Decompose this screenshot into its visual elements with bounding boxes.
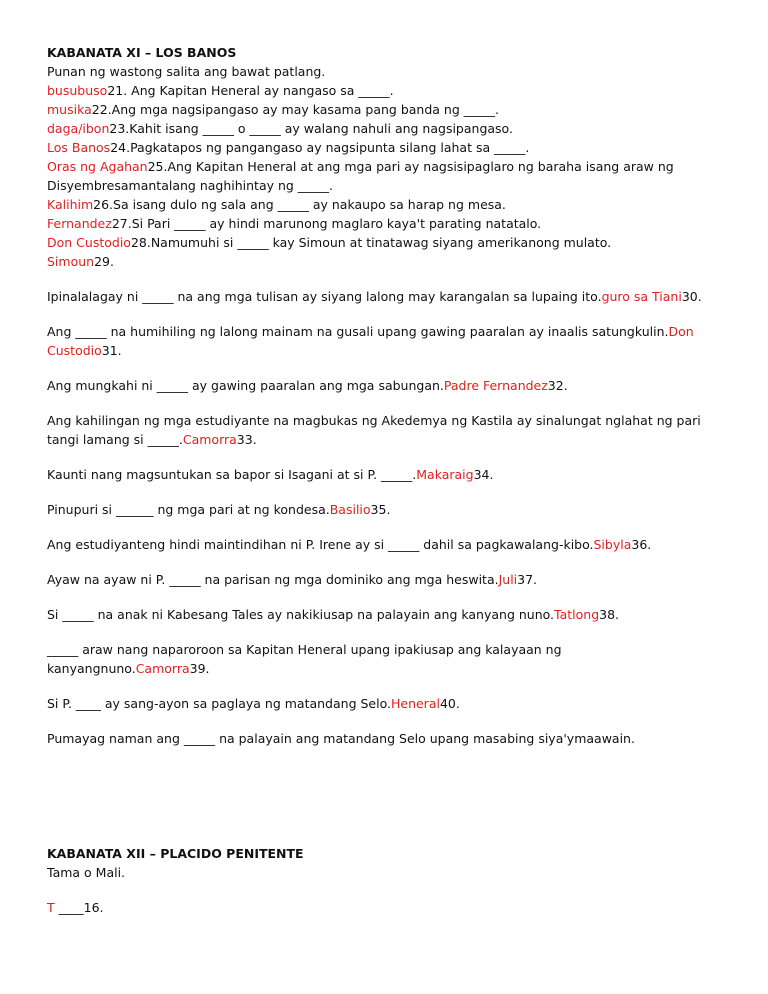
question: 28.Namumuhi si _____ kay Simoun at tinatawag siyang amerikanong mulato. (130, 235, 612, 250)
answer: Don Custodio (47, 235, 131, 250)
line-24 (47, 138, 727, 157)
item-last (47, 729, 727, 748)
numbered-lines (47, 81, 727, 271)
item-31 (47, 322, 727, 360)
question: Ang kahilingan ng mga estudiyante na magbukas ng Akedemya ng Kastila ay sinalungat nglahat ng pari tangi lamang si _____. (47, 413, 701, 447)
answer: Kalihim (47, 197, 94, 212)
item-40 (47, 694, 727, 713)
item-30 (47, 287, 727, 306)
line-29 (47, 252, 727, 271)
document-page (47, 43, 727, 917)
answer: T (47, 900, 55, 915)
item-number: 39. (189, 661, 210, 676)
spacer (47, 748, 727, 844)
question: Ipinalalagay ni _____ na ang mga tulisan ay siyang lalong may karangalan sa lupaing ito. (47, 289, 602, 304)
item-number: 35. (370, 502, 391, 517)
question: Si _____ na anak ni Kabesang Tales ay nakikiusap na palayain ang kanyang nuno. (47, 607, 555, 622)
item-32 (47, 376, 727, 395)
line-27 (47, 214, 727, 233)
line-25-cont (47, 176, 727, 195)
line-26 (47, 195, 727, 214)
item-number: 30. (681, 289, 702, 304)
answer: Heneral (390, 696, 440, 711)
item-number: 33. (236, 432, 257, 447)
answer: Fernandez (47, 216, 112, 231)
line-28 (47, 233, 727, 252)
instruction: Punan ng wastong salita ang bawat patlang. (47, 64, 326, 79)
item-number: 38. (599, 607, 620, 622)
question: Pumayag naman ang _____ na palayain ang matandang Selo upang masabing siya'ymaawain. (47, 731, 635, 746)
section-title: KABANATA XI – LOS BANOS (47, 45, 237, 60)
line-25 (47, 157, 727, 176)
answer: Padre Fernandez (443, 378, 548, 393)
question: 23.Kahit isang _____ o _____ ay walang nahuli ang nagsipangaso. (109, 121, 513, 136)
line-21 (47, 81, 727, 100)
item-16 (47, 898, 727, 917)
question: 25.Ang Kapitan Heneral at ang mga pari ay nagsisipaglaro ng baraha isang araw ng (147, 159, 674, 174)
answer: Don Custodio (47, 324, 694, 358)
item-number: 34. (473, 467, 494, 482)
item-number: 31. (101, 343, 122, 358)
answer: Simoun (47, 254, 95, 269)
item-38 (47, 605, 727, 624)
question: 27.Si Pari _____ ay hindi marunong maglaro kaya't parating natatalo. (111, 216, 542, 231)
question: Disyembresamantalang naghihintay ng _____. (47, 178, 334, 193)
answer: Sibyla (593, 537, 632, 552)
answer: Camorra (135, 661, 190, 676)
question: 26.Sa isang dulo ng sala ang _____ ay nakaupo sa harap ng mesa. (93, 197, 506, 212)
answer: musika (47, 102, 92, 117)
answer: Los Banos (47, 140, 111, 155)
item-number: 37. (517, 572, 538, 587)
section-title: KABANATA XII – PLACIDO PENITENTE (47, 846, 304, 861)
question: Ang estudiyanteng hindi maintindihan ni P. Irene ay si _____ dahil sa pagkawalang-kibo. (47, 537, 594, 552)
item-35 (47, 500, 727, 519)
question: 22.Ang mga nagsipangaso ay may kasama pang banda ng _____. (91, 102, 499, 117)
question: Si P. ____ ay sang-ayon sa paglaya ng matandang Selo. (47, 696, 391, 711)
question: ____16. (54, 900, 104, 915)
instruction: Tama o Mali. (47, 865, 126, 880)
answer: daga/ibon (47, 121, 110, 136)
line-23 (47, 119, 727, 138)
item-39 (47, 640, 727, 678)
answer: Oras ng Agahan (47, 159, 148, 174)
item-number: 40. (439, 696, 460, 711)
question: 24.Pagkatapos ng pangangaso ay nagsipunta silang lahat sa _____. (110, 140, 530, 155)
item-33 (47, 411, 727, 449)
question: Ang _____ na humihiling ng lalong mainam na gusali upang gawing paaralan ay inaalis satungkulin. (47, 324, 669, 339)
item-37 (47, 570, 727, 589)
answer: Basilio (329, 502, 371, 517)
question: Ang mungkahi ni _____ ay gawing paaralan ang mga sabungan. (47, 378, 444, 393)
answer: Makaraig (416, 467, 474, 482)
item-number: 32. (547, 378, 568, 393)
item-34 (47, 465, 727, 484)
question: 29. (94, 254, 114, 269)
question: _____ araw nang naparoroon sa Kapitan Heneral upang ipakiusap ang kalayaan ng kanyangnuno. (47, 642, 562, 676)
answer: Juli (498, 572, 518, 587)
question: Kaunti nang magsuntukan sa bapor si Isagani at si P. _____. (47, 467, 417, 482)
question: Pinupuri si ______ ng mga pari at ng kondesa. (47, 502, 330, 517)
item-number: 36. (631, 537, 652, 552)
line-22 (47, 100, 727, 119)
answer: guro sa Tiani (601, 289, 682, 304)
answer: Tatlong (554, 607, 600, 622)
answer: busubuso (47, 83, 108, 98)
question: 21. Ang Kapitan Heneral ay nangaso sa _____. (107, 83, 394, 98)
question: Ayaw na ayaw ni P. _____ na parisan ng mga dominiko ang mga heswita. (47, 572, 499, 587)
answer: Camorra (182, 432, 237, 447)
item-36 (47, 535, 727, 554)
